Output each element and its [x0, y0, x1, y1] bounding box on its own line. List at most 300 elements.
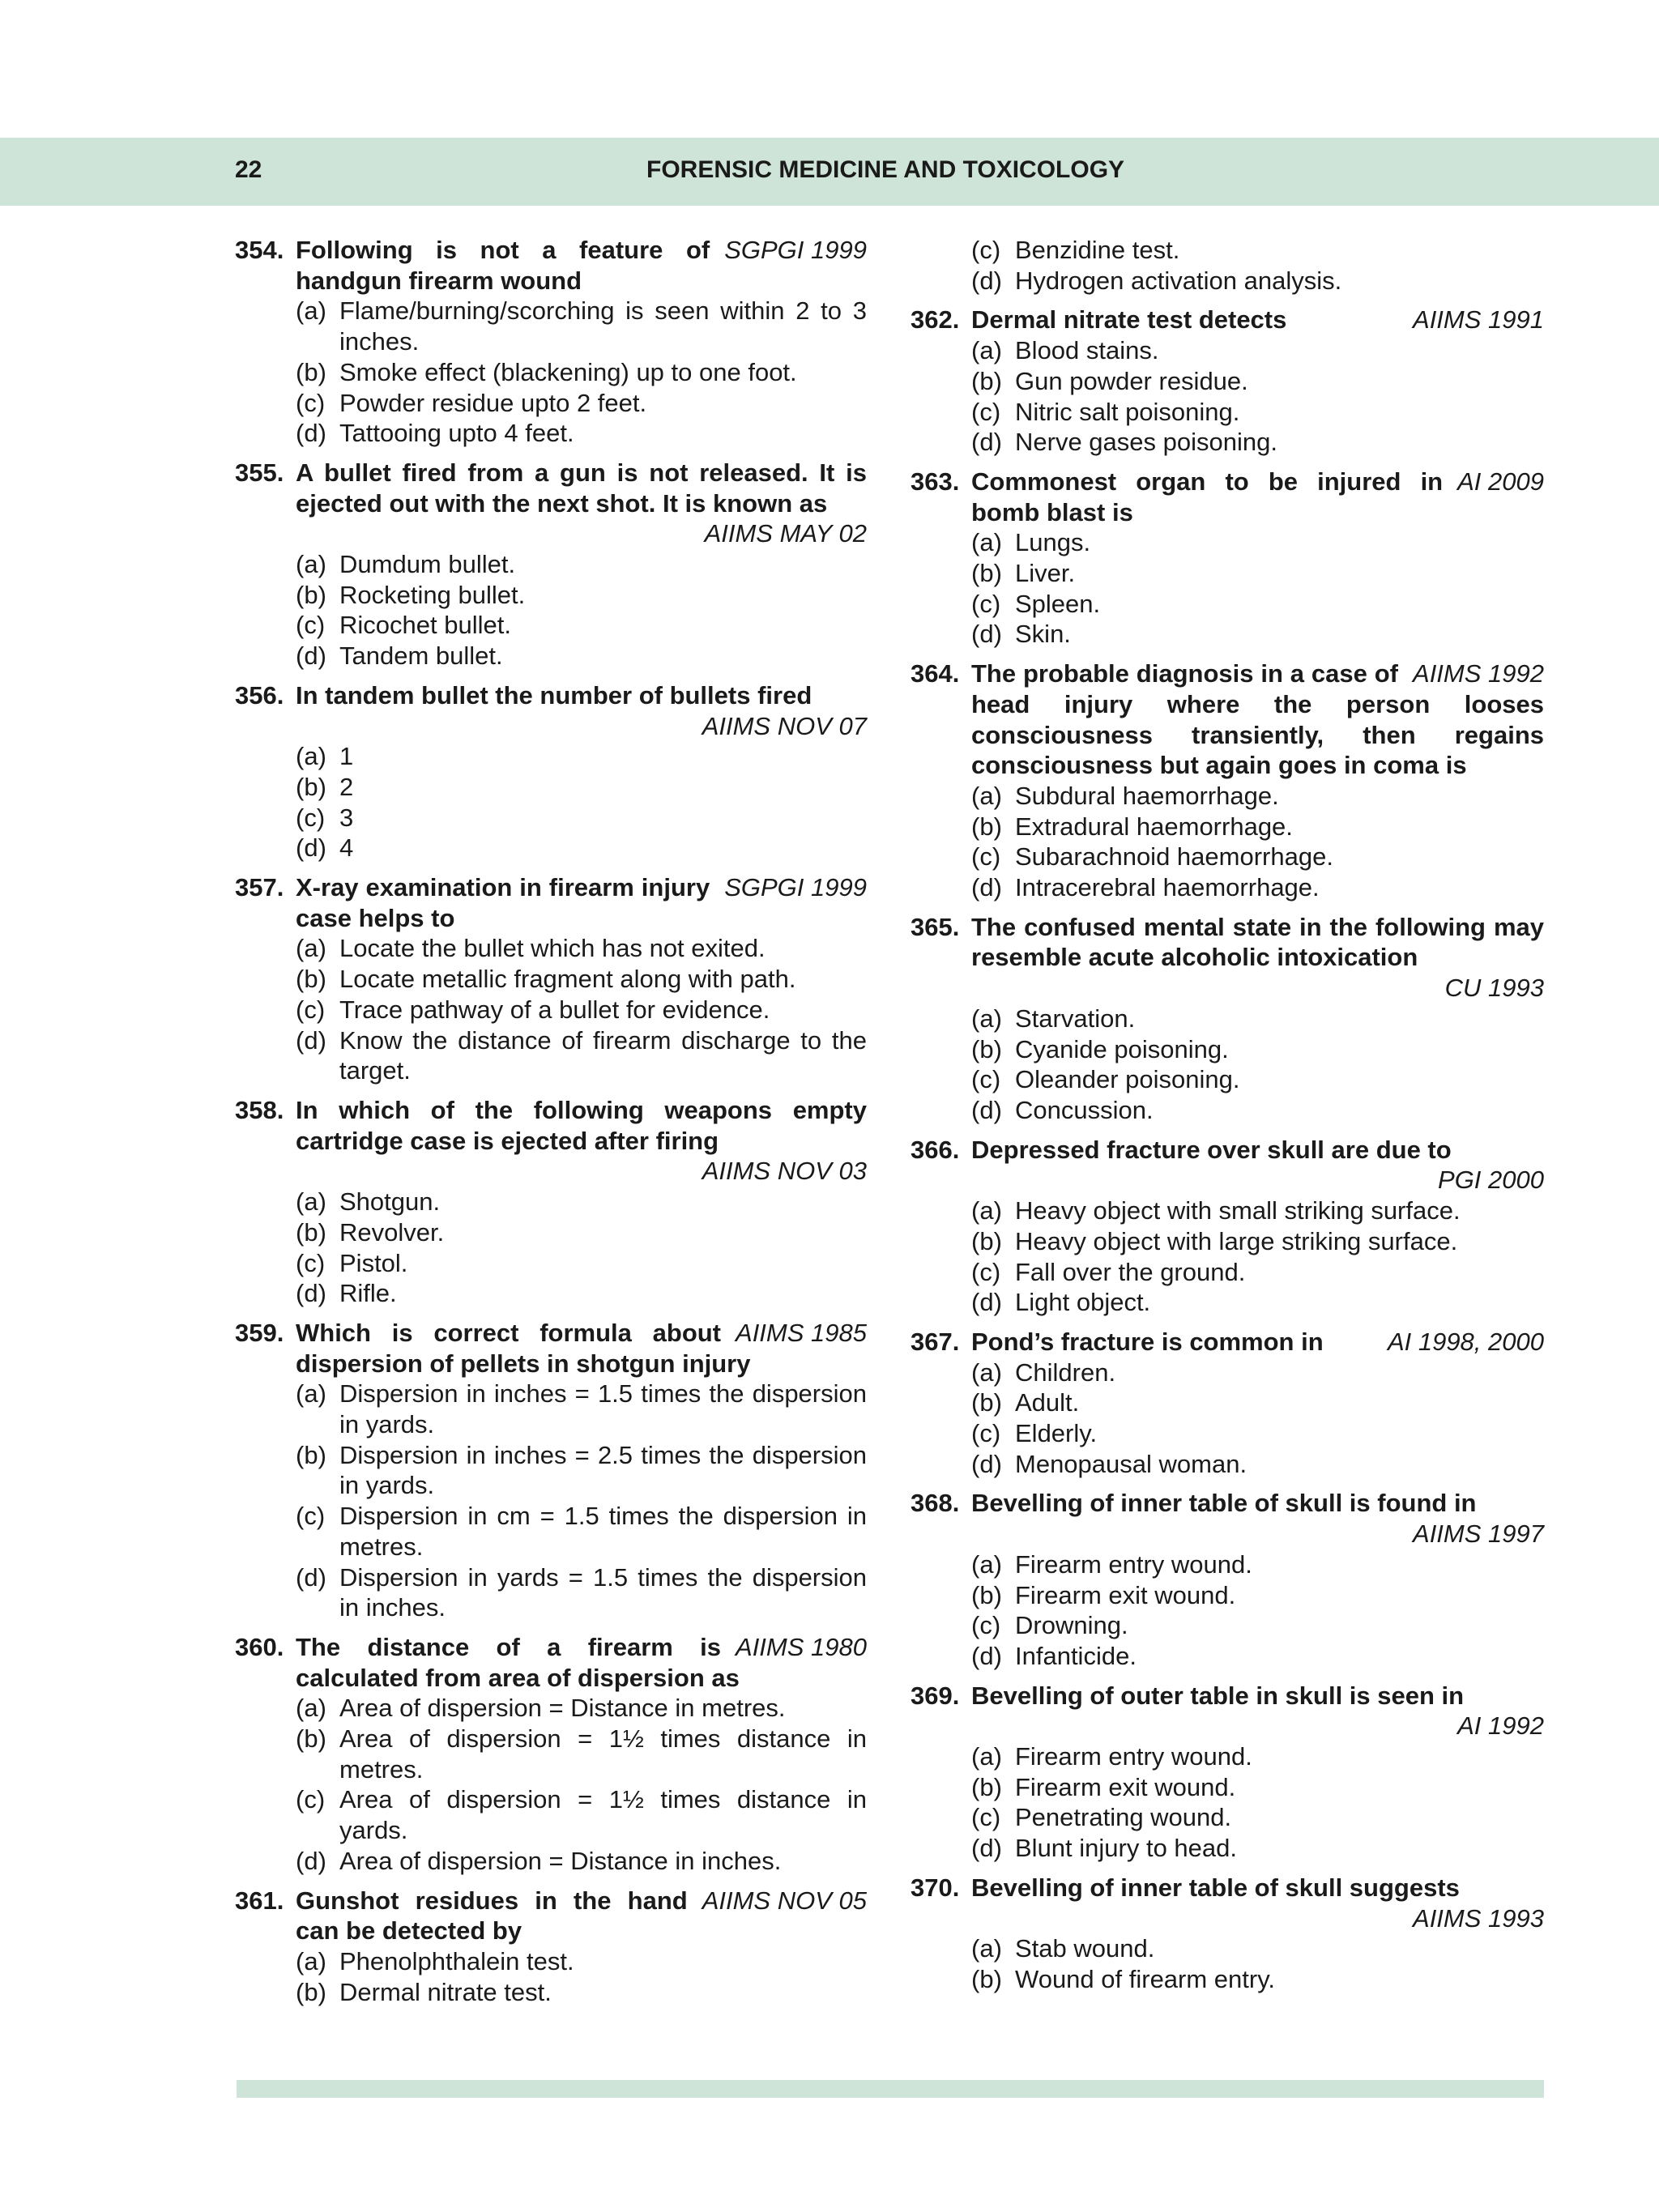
- option-text: Oleander poisoning.: [1015, 1065, 1240, 1094]
- option-text: Rifle.: [339, 1279, 397, 1308]
- answer-option: [296, 1025, 867, 1086]
- page-number: 22: [235, 156, 262, 183]
- option-text: Hydrogen activation analysis.: [1015, 266, 1342, 295]
- question-number: 354.: [235, 236, 284, 264]
- option-letter: (b): [971, 1388, 1002, 1417]
- option-letter: (a): [971, 1357, 1002, 1387]
- question-source: AIIMS 1992: [1413, 659, 1544, 688]
- option-letter: (a): [971, 1934, 1002, 1963]
- option-text: Subarachnoid haemorrhage.: [1015, 842, 1333, 872]
- option-list: [235, 933, 867, 1086]
- question-text: Commonest organ to be injured in bomb blast is: [971, 467, 1444, 526]
- option-text: 3: [339, 803, 354, 832]
- answer-option: [296, 549, 867, 580]
- question-number: 356.: [235, 680, 284, 710]
- question-text: Following is not a feature of handgun firearm wound: [296, 236, 710, 295]
- question-item: [911, 1327, 1544, 1480]
- answer-option: [296, 933, 867, 964]
- option-text: 1: [339, 742, 354, 771]
- answer-option: [971, 589, 1544, 620]
- option-letter: (a): [971, 1196, 1002, 1225]
- answer-option: [971, 1802, 1544, 1833]
- answer-option: [971, 1418, 1544, 1449]
- option-letter: (a): [971, 336, 1002, 365]
- option-letter: (d): [971, 266, 1002, 295]
- question-item: [911, 1488, 1544, 1671]
- answer-option: [296, 580, 867, 611]
- answer-option: [971, 558, 1544, 589]
- question-source: AIIMS NOV 03: [702, 1157, 867, 1186]
- option-letter: (b): [296, 965, 326, 994]
- question-text: The distance of a firearm is calculated from area of dispersion as: [296, 1632, 740, 1692]
- option-list: [911, 1357, 1544, 1480]
- question-number: 369.: [911, 1681, 960, 1710]
- option-letter: (a): [971, 1549, 1002, 1579]
- question-stem: [911, 912, 1544, 1004]
- question-stem: [235, 458, 867, 549]
- answer-option: [971, 397, 1544, 428]
- question-number: 358.: [235, 1095, 284, 1124]
- option-letter: (c): [296, 1785, 326, 1814]
- option-letter: (c): [971, 1611, 1001, 1640]
- option-list: [911, 1741, 1544, 1864]
- option-text: Smoke effect (blackening) up to one foot.: [339, 357, 797, 386]
- option-text: Concussion.: [1015, 1095, 1154, 1124]
- answer-option: [971, 1741, 1544, 1772]
- option-letter: (c): [296, 1248, 326, 1277]
- right-column: [911, 235, 1544, 2004]
- option-letter: (b): [971, 1034, 1002, 1063]
- question-item: [911, 235, 1544, 296]
- option-letter: (d): [296, 1562, 326, 1592]
- answer-option: [971, 1833, 1544, 1864]
- option-list: [235, 1187, 867, 1309]
- question-stem: [235, 235, 867, 296]
- option-letter: (d): [971, 1449, 1002, 1478]
- answer-option: [971, 1257, 1544, 1288]
- question-number: 361.: [235, 1886, 284, 1915]
- option-letter: (c): [971, 397, 1001, 426]
- option-text: Blood stains.: [1015, 336, 1159, 365]
- question-number: 363.: [911, 467, 960, 496]
- question-number: 360.: [235, 1632, 284, 1661]
- option-text: Dispersion in cm = 1.5 times the dispersion in metres.: [339, 1502, 867, 1561]
- question-source: AIIMS 1980: [736, 1632, 867, 1661]
- option-letter: (d): [296, 641, 326, 671]
- option-text: Know the distance of firearm discharge to the target.: [339, 1025, 867, 1085]
- question-stem: [911, 305, 1544, 335]
- option-letter: (d): [296, 1846, 326, 1875]
- answer-option: [296, 418, 867, 449]
- answer-option: [296, 1946, 867, 1977]
- option-letter: (a): [296, 296, 326, 326]
- question-source: AIIMS NOV 05: [702, 1886, 867, 1915]
- question-stem: [235, 680, 867, 741]
- question-source: AIIMS MAY 02: [704, 519, 867, 548]
- option-text: Firearm entry wound.: [1015, 1742, 1252, 1771]
- option-list: [911, 1933, 1544, 1994]
- question-source: PGI 2000: [1438, 1166, 1544, 1195]
- answer-option: [971, 1964, 1544, 1995]
- question-source: AI 1998, 2000: [1387, 1327, 1544, 1356]
- option-letter: (b): [971, 1964, 1002, 1993]
- answer-option: [296, 1784, 867, 1845]
- answer-option: [296, 772, 867, 803]
- option-letter: (d): [296, 1025, 326, 1055]
- question-stem: [235, 1095, 867, 1187]
- question-number: 357.: [235, 873, 284, 902]
- question-stem: [235, 1886, 867, 1946]
- answer-option: [296, 1562, 867, 1623]
- option-text: Dispersion in inches = 2.5 times the dispersion in yards.: [339, 1440, 867, 1500]
- option-text: Area of dispersion = Distance in inches.: [339, 1846, 782, 1875]
- option-letter: (b): [971, 1580, 1002, 1609]
- option-letter: (b): [296, 772, 326, 801]
- answer-option: [971, 1772, 1544, 1803]
- question-number: 365.: [911, 912, 960, 941]
- option-text: Children.: [1015, 1357, 1116, 1387]
- option-text: Benzidine test.: [1015, 236, 1180, 264]
- option-list: [911, 781, 1544, 903]
- answer-option: [296, 1846, 867, 1877]
- option-letter: (c): [971, 589, 1001, 618]
- option-letter: (a): [971, 1742, 1002, 1771]
- option-text: Extradural haemorrhage.: [1015, 812, 1293, 841]
- question-item: [911, 467, 1544, 650]
- option-text: Firearm exit wound.: [1015, 1772, 1236, 1801]
- option-text: Area of dispersion = 1½ times distance in metres.: [339, 1724, 867, 1784]
- option-letter: (c): [971, 1803, 1001, 1832]
- question-stem: [911, 1327, 1544, 1357]
- option-text: Locate the bullet which has not exited.: [339, 934, 766, 963]
- option-letter: (a): [296, 550, 326, 579]
- option-text: Menopausal woman.: [1015, 1449, 1247, 1478]
- question-number: 364.: [911, 659, 960, 688]
- option-letter: (b): [296, 1724, 326, 1754]
- question-text: Depressed fracture over skull are due to: [971, 1135, 1452, 1164]
- answer-option: [971, 1610, 1544, 1641]
- option-text: Fall over the ground.: [1015, 1257, 1246, 1286]
- question-number: 370.: [911, 1873, 960, 1902]
- option-letter: (c): [971, 1419, 1001, 1448]
- answer-option: [971, 366, 1544, 397]
- question-source: AIIMS 1985: [736, 1318, 867, 1347]
- option-text: Subdural haemorrhage.: [1015, 781, 1279, 810]
- option-letter: (d): [296, 1279, 326, 1308]
- option-letter: (a): [971, 781, 1002, 810]
- answer-option: [971, 1580, 1544, 1611]
- question-item: [235, 1886, 867, 2008]
- answer-option: [296, 610, 867, 641]
- option-letter: (c): [296, 995, 326, 1024]
- option-letter: (a): [296, 1946, 326, 1975]
- answer-option: [296, 803, 867, 833]
- answer-option: [971, 1034, 1544, 1065]
- option-text: Cyanide poisoning.: [1015, 1034, 1229, 1063]
- option-list: [235, 549, 867, 671]
- answer-option: [296, 641, 867, 671]
- answer-option: [971, 619, 1544, 650]
- question-number: 366.: [911, 1135, 960, 1164]
- option-text: Pistol.: [339, 1248, 408, 1277]
- option-text: Nitric salt poisoning.: [1015, 397, 1240, 426]
- question-text: The probable diagnosis in a case of head injury where the person looses consciousness transiently, then regains consciousness but again goes in coma is: [971, 659, 1544, 780]
- option-letter: (c): [296, 388, 326, 417]
- option-text: Light object.: [1015, 1288, 1151, 1317]
- option-list: [911, 1004, 1544, 1126]
- option-letter: (d): [971, 428, 1002, 457]
- option-text: Flame/burning/scorching is seen within 2 to 3 inches.: [339, 296, 867, 356]
- answer-option: [296, 741, 867, 772]
- question-text: The confused mental state in the following may resemble acute alcoholic intoxication: [971, 912, 1544, 972]
- option-text: Rocketing bullet.: [339, 580, 526, 609]
- question-number: 362.: [911, 305, 960, 335]
- question-text: Gunshot residues in the hand can be detected by: [296, 1886, 688, 1946]
- answer-option: [296, 1278, 867, 1309]
- question-source: AI 1992: [1457, 1711, 1544, 1741]
- option-letter: (b): [971, 1226, 1002, 1255]
- option-text: Area of dispersion = 1½ times distance in yards.: [339, 1785, 867, 1845]
- answer-option: [971, 1226, 1544, 1257]
- question-number: 368.: [911, 1489, 960, 1518]
- question-text: Which is correct formula about dispersion of pellets in shotgun injury: [296, 1318, 751, 1378]
- option-letter: (d): [971, 1641, 1002, 1670]
- option-list: [911, 1196, 1544, 1318]
- option-list: [235, 1946, 867, 2007]
- question-number: 359.: [235, 1318, 284, 1347]
- question-item: [235, 872, 867, 1086]
- question-item: [911, 1873, 1544, 1995]
- answer-option: [971, 1196, 1544, 1226]
- question-stem: [911, 1135, 1544, 1196]
- option-text: 2: [339, 772, 354, 801]
- running-title: FORENSIC MEDICINE AND TOXICOLOGY: [646, 156, 1125, 183]
- option-list: [235, 741, 867, 863]
- question-item: [911, 912, 1544, 1126]
- answer-option: [296, 357, 867, 388]
- question-source: SGPGI 1999: [724, 236, 867, 264]
- question-text: Pond’s fracture is common in: [971, 1327, 1324, 1356]
- answer-option: [971, 1064, 1544, 1095]
- option-letter: (b): [971, 812, 1002, 841]
- option-text: Adult.: [1015, 1388, 1080, 1417]
- answer-option: [296, 1501, 867, 1562]
- option-text: Spleen.: [1015, 589, 1101, 618]
- option-letter: (b): [296, 357, 326, 386]
- answer-option: [296, 388, 867, 419]
- question-text: A bullet fired from a gun is not released. It is ejected out with the next shot. It is known as: [296, 458, 867, 518]
- option-text: Dermal nitrate test.: [339, 1977, 552, 2006]
- answer-option: [296, 1217, 867, 1248]
- answer-option: [971, 1004, 1544, 1034]
- question-stem: [911, 1488, 1544, 1549]
- question-source: AIIMS NOV 07: [702, 711, 867, 740]
- option-letter: (b): [296, 1440, 326, 1469]
- option-list: [911, 527, 1544, 650]
- question-item: [911, 1135, 1544, 1318]
- option-letter: (a): [296, 742, 326, 771]
- question-item: [911, 658, 1544, 903]
- question-text: In which of the following weapons empty cartridge case is ejected after firing: [296, 1095, 867, 1155]
- option-letter: (c): [971, 1257, 1001, 1286]
- option-text: Dispersion in yards = 1.5 times the dispersion in inches.: [339, 1562, 867, 1622]
- answer-option: [971, 527, 1544, 558]
- answer-option: [296, 1724, 867, 1784]
- option-letter: (d): [971, 1834, 1002, 1863]
- option-text: Liver.: [1015, 559, 1076, 588]
- answer-option: [296, 296, 867, 356]
- option-letter: (c): [296, 611, 326, 640]
- question-number: 355.: [235, 458, 284, 487]
- question-item: [235, 680, 867, 863]
- question-source: SGPGI 1999: [724, 873, 867, 902]
- option-letter: (d): [296, 833, 326, 863]
- option-text: Gun powder residue.: [1015, 366, 1248, 395]
- question-item: [235, 458, 867, 671]
- option-letter: (d): [971, 1288, 1002, 1317]
- question-stem: [235, 872, 867, 933]
- option-text: Dumdum bullet.: [339, 550, 516, 579]
- answer-option: [971, 812, 1544, 842]
- answer-option: [296, 1693, 867, 1724]
- question-source: AIIMS 1993: [1413, 1903, 1544, 1933]
- footer-bar: [237, 2080, 1544, 2098]
- option-letter: (b): [971, 559, 1002, 588]
- option-text: Elderly.: [1015, 1419, 1098, 1448]
- option-text: Drowning.: [1015, 1611, 1128, 1640]
- option-text: Starvation.: [1015, 1004, 1136, 1033]
- answer-option: [296, 833, 867, 863]
- option-text: Area of dispersion = Distance in metres.: [339, 1694, 786, 1723]
- answer-option: [296, 1379, 867, 1439]
- answer-option: [971, 1387, 1544, 1418]
- answer-option: [296, 964, 867, 995]
- option-letter: (d): [296, 419, 326, 448]
- option-text: Skin.: [1015, 620, 1071, 649]
- answer-option: [971, 842, 1544, 872]
- option-text: Dispersion in inches = 1.5 times the dispersion in yards.: [339, 1379, 867, 1439]
- option-letter: (b): [296, 1217, 326, 1247]
- answer-option: [971, 1357, 1544, 1388]
- option-letter: (b): [296, 580, 326, 609]
- option-letter: (a): [971, 1004, 1002, 1033]
- option-letter: (b): [971, 1772, 1002, 1801]
- option-letter: (c): [971, 1065, 1001, 1094]
- question-item: [235, 1632, 867, 1877]
- option-text: Tandem bullet.: [339, 641, 503, 671]
- answer-option: [971, 1641, 1544, 1672]
- question-source: AIIMS 1991: [1413, 305, 1544, 335]
- option-letter: (c): [971, 236, 1001, 264]
- option-text: 4: [339, 833, 354, 863]
- option-letter: (d): [971, 873, 1002, 902]
- option-text: Locate metallic fragment along with path.: [339, 965, 796, 994]
- option-text: Ricochet bullet.: [339, 611, 511, 640]
- answer-option: [296, 1440, 867, 1501]
- answer-option: [296, 1187, 867, 1217]
- question-stem: [911, 1681, 1544, 1741]
- question-stem: [235, 1632, 867, 1693]
- question-stem: [911, 658, 1544, 781]
- question-source: AI 2009: [1457, 467, 1544, 496]
- option-list: [911, 335, 1544, 458]
- option-text: Stab wound.: [1015, 1934, 1155, 1963]
- option-letter: (b): [971, 366, 1002, 395]
- option-letter: (a): [296, 934, 326, 963]
- option-letter: (c): [296, 1502, 326, 1531]
- option-letter: (a): [971, 528, 1002, 557]
- question-text: Dermal nitrate test detects: [971, 305, 1287, 335]
- option-text: Lungs.: [1015, 528, 1091, 557]
- option-list: [911, 1549, 1544, 1672]
- option-letter: (b): [296, 1977, 326, 2006]
- answer-option: [296, 1977, 867, 2008]
- option-text: Trace pathway of a bullet for evidence.: [339, 995, 770, 1024]
- question-item: [911, 1681, 1544, 1864]
- option-text: Infanticide.: [1015, 1641, 1137, 1670]
- question-text: X-ray examination in firearm injury case helps to: [296, 873, 710, 932]
- option-text: Blunt injury to head.: [1015, 1834, 1238, 1863]
- option-text: Firearm exit wound.: [1015, 1580, 1236, 1609]
- option-text: Nerve gases poisoning.: [1015, 428, 1277, 457]
- option-text: Penetrating wound.: [1015, 1803, 1232, 1832]
- question-number: 367.: [911, 1327, 960, 1356]
- answer-option: [971, 1287, 1544, 1318]
- question-text: Bevelling of inner table of skull is found in: [971, 1489, 1477, 1518]
- option-list: [235, 296, 867, 449]
- answer-option: [296, 1248, 867, 1279]
- option-text: Shotgun.: [339, 1187, 441, 1217]
- option-list: [235, 1693, 867, 1876]
- option-text: Firearm entry wound.: [1015, 1549, 1252, 1579]
- option-letter: (c): [971, 842, 1001, 872]
- option-letter: (c): [296, 803, 326, 832]
- option-text: Phenolphthalein test.: [339, 1946, 574, 1975]
- answer-option: [971, 872, 1544, 903]
- question-item: [235, 235, 867, 449]
- option-text: Revolver.: [339, 1217, 445, 1247]
- answer-option: [971, 1549, 1544, 1580]
- question-stem: [911, 1873, 1544, 1933]
- answer-option: [971, 266, 1544, 296]
- question-item: [235, 1318, 867, 1623]
- option-text: Powder residue upto 2 feet.: [339, 388, 647, 417]
- question-item: [235, 1095, 867, 1309]
- option-text: Heavy object with large striking surface.: [1015, 1226, 1458, 1255]
- answer-option: [971, 235, 1544, 266]
- option-letter: (a): [296, 1694, 326, 1723]
- option-text: Tattooing upto 4 feet.: [339, 419, 574, 448]
- answer-option: [971, 427, 1544, 458]
- answer-option: [971, 1095, 1544, 1126]
- question-text: In tandem bullet the number of bullets fired: [296, 680, 812, 710]
- question-source: CU 1993: [1444, 974, 1544, 1003]
- option-letter: (d): [971, 1095, 1002, 1124]
- option-text: Intracerebral haemorrhage.: [1015, 873, 1320, 902]
- left-column: [235, 235, 867, 2016]
- question-text: Bevelling of inner table of skull suggests: [971, 1873, 1460, 1902]
- option-list: [235, 1379, 867, 1623]
- question-stem: [235, 1318, 867, 1379]
- option-text: Wound of firearm entry.: [1015, 1964, 1276, 1993]
- answer-option: [971, 1933, 1544, 1964]
- option-text: Heavy object with small striking surface.: [1015, 1196, 1461, 1225]
- answer-option: [296, 995, 867, 1025]
- question-item: [911, 305, 1544, 458]
- option-list: [911, 235, 1544, 296]
- option-letter: (d): [971, 620, 1002, 649]
- answer-option: [971, 335, 1544, 366]
